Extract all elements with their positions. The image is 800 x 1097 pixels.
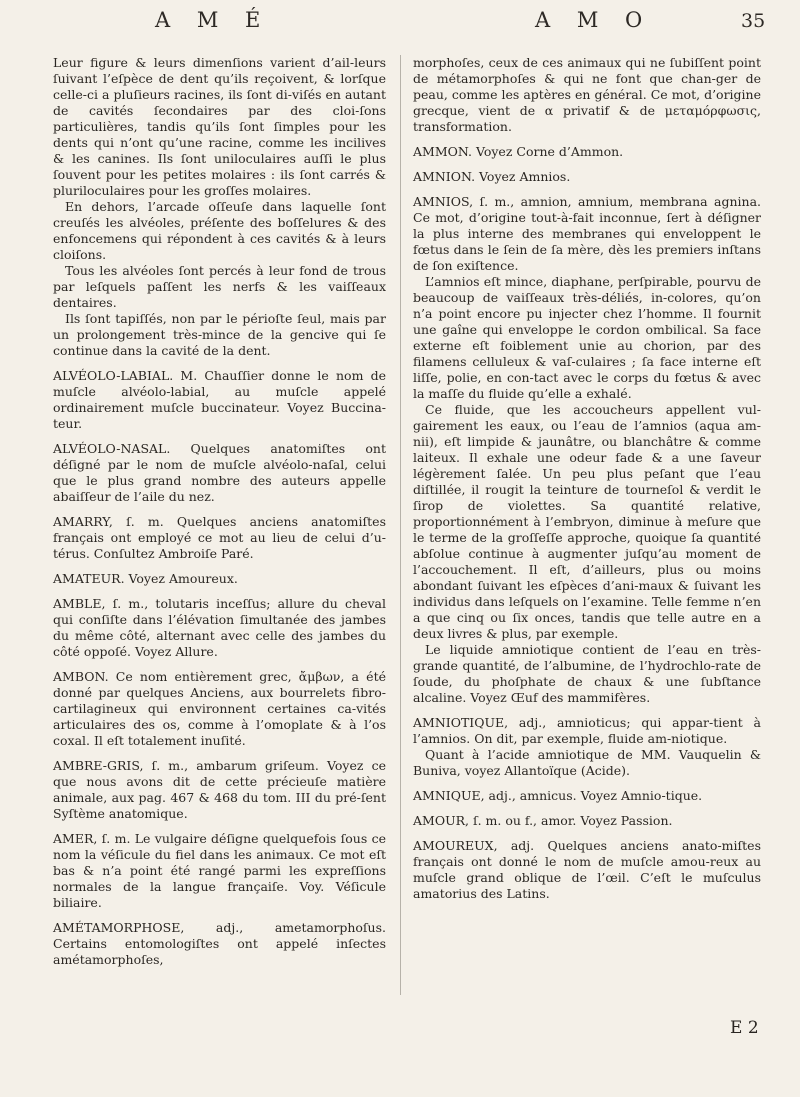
- dictionary-entry: ALVÉOLO-LABIAL. M. Chauſſier donne le nom de muſcle alvéolo-labial, au muſcle appelé ordinairement muſcle buccinateur. Voyez Buccina-teur.: [53, 368, 386, 431]
- dictionary-entry: AMNIOTIQUE, adj., amnioticus; qui appar-tient à l’amnios. On dit, par exemple, fluide am-niotique.: [413, 715, 761, 746]
- left-column: [53, 55, 386, 968]
- dictionary-entry: ALVÉOLO-NASAL. Quelques anatomiſtes ont déſigné par le nom de muſcle alvéolo-naſal, celui que le plus grand nombre des auteurs appelle abaiſſeur de l’aile du nez.: [53, 441, 386, 504]
- paragraph: Ce fluide, que les accoucheurs appellent vul-gairement les eaux, ou l’eau de l’amnios (aqua am-nii), eſt limpide & jaunâtre, ou blanchâtre & comme laiteux. Il exhale une odeur fade & a une ſaveur légèrement ſalée. Un peu plus peſant que l’eau diſtillée, il rougit la teinture de tourneſol & verdit le ſirop de violettes. Sa quantité relative, proportionnément à l’embryon, diminue à meſure que le terme de la groſſeſſe approche, quoique ſa quantité abſolue continue à augmenter juſqu’au moment de l’accouchement. Il eſt, d’ailleurs, plus ou moins abondant ſuivant les eſpèces d’ani-maux & ſuivant les individus dans leſquels on l’examine. Telle femme n’en a que cinq ou ſix onces, tandis que telle autre en a deux livres & plus, par exemple.: [413, 402, 761, 641]
- dictionary-entry: AMÉTAMORPHOSE, adj., ametamorphoſus. Certains entomologiſtes ont appelé inſectes amétamorphoſes,: [53, 920, 386, 967]
- dictionary-entry: AMNIOS, ſ. m., amnion, amnium, membrana agnina. Ce mot, d’origine tout-à-fait inconnue, ſert à déſigner la plus interne des membranes qui enveloppent le fœtus dans le ſein de ſa mère, dès les premiers inſtans de ſon exiſtence.: [413, 194, 761, 273]
- paragraph: Quant à l’acide amniotique de MM. Vauquelin & Buniva, voyez Allantoïque (Acide).: [413, 747, 761, 778]
- paragraph: L’amnios eſt mince, diaphane, perſpirable, pourvu de beaucoup de vaiſſeaux très-déliés, in-colores, qu’on n’a point encore pu injecter chez l’homme. Il fournit une gaîne qui enveloppe le cordon ombilical. Sa face externe eſt foiblement unie au chorion, par des filamens celluleux & vaſ-culaires ; ſa face interne eſt liſſe, polie, en con-tact avec le corps du fœtus & avec la maſſe du fluide qu’elle a exhalé.: [413, 274, 761, 401]
- paragraph: morphoſes, ceux de ces animaux qui ne ſubiſſent point de métamorphoſes & qui ne font que chan-ger de peau, comme les aptères en général. Ce mot, d’origine grecque, vient de α privatif & de μεταμόρφωσις, transformation.: [413, 55, 761, 134]
- dictionary-entry: AMBON. Ce nom entièrement grec, ἄμβων, a été donné par quelques Anciens, aux bourrelets fibro-cartilagineux qui environnent certaines ca-vités articulaires des os, comme à l’omoplate & à l’os coxal. Il eſt totalement inuſité.: [53, 669, 386, 748]
- paragraph: Tous les alvéoles ſont percés à leur fond de trous par leſquels paſſent les nerfs & les vaiſſeaux dentaires.: [53, 263, 386, 310]
- dictionary-entry: AMNIQUE, adj., amnicus. Voyez Amnio-tique.: [413, 788, 703, 803]
- right-column: [413, 55, 761, 902]
- dictionary-entry: AMER, ſ. m. Le vulgaire déſigne quelquefois ſous ce nom la véſicule du fiel dans les animaux. Ce mot eſt bas & n’a point été rangé parmi les expreſſions normales de la langue françaiſe. Voy. Véſicule biliaire.: [53, 831, 386, 910]
- dictionary-entry: AMOUR, ſ. m. ou f., amor. Voyez Passion.: [413, 813, 673, 828]
- dictionary-entry: AMBRE-GRIS, ſ. m., ambarum griſeum. Voyez ce que nous avons dit de cette précieuſe matière animale, aux pag. 467 & 468 du tom. III du pré-ſent Syſtème anatomique.: [53, 758, 386, 821]
- signature-mark: E 2: [730, 1018, 759, 1038]
- running-head-right: A M O: [535, 8, 653, 32]
- page-number: 35: [741, 10, 766, 32]
- dictionary-entry: AMNION. Voyez Amnios.: [413, 169, 571, 184]
- paragraph: Leur figure & leurs dimenſions varient d’ail-leurs ſuivant l’eſpèce de dent qu’ils reçoivent, & lorſque celle-ci a pluſieurs racines, ils ſont di-viſés en autant de cavités ſecondaires par des cloi-ſons particulières, tandis qu’ils ſont ſimples pour les dents qui n’ont qu’une racine, comme les incilives & les canines. Ils ſont uniloculaires auſſi le plus ſouvent pour les petites molaires : ils ſont carrés & pluriloculaires pour les groſſes molaires.: [53, 55, 386, 198]
- dictionary-entry: AMOUREUX, adj. Quelques anciens anato-miſtes français ont donné le nom de muſcle amou-reux au muſcle grand oblique de l’œil. C’eſt le muſculus amatorius des Latins.: [413, 838, 761, 901]
- paragraph: Ils ſont tapiſſés, non par le périoſte ſeul, mais par un prolongement très-mince de la gencive qui ſe continue dans la cavité de la dent.: [53, 311, 386, 358]
- paragraph: Le liquide amniotique contient de l’eau en très-grande quantité, de l’albumine, de l’hydrochlo-rate de ſoude, du phoſphate de chaux & une ſubſtance alcaline. Voyez Œuf des mammifères.: [413, 642, 761, 705]
- dictionary-entry: AMATEUR. Voyez Amoureux.: [53, 571, 238, 586]
- column-divider: [400, 55, 401, 995]
- dictionary-entry: AMARRY, ſ. m. Quelques anciens anatomiſtes français ont employé ce mot au lieu de celui d’u-térus. Conſultez Ambroiſe Paré.: [53, 514, 386, 561]
- dictionary-entry: AMBLE, ſ. m., tolutaris inceſſus; allure du cheval qui conſiſte dans l’élévation ſimultanée des jambes du même côté, alternant avec celle des jambes du côté oppoſé. Voyez Allure.: [53, 596, 386, 659]
- running-head-left: A M É: [155, 8, 271, 32]
- paragraph: En dehors, l’arcade oſſeuſe dans laquelle ſont creuſés les alvéoles, préſente des boſſelures & des enfoncemens qui répondent à ces cavités & à leurs cloiſons.: [53, 199, 386, 262]
- dictionary-entry: AMMON. Voyez Corne d’Ammon.: [413, 144, 624, 159]
